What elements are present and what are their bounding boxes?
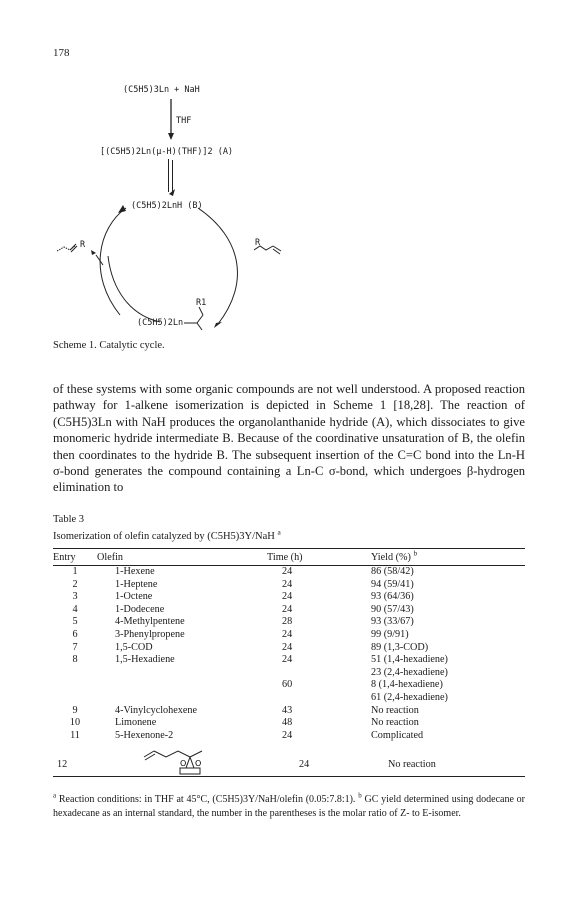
scheme-hydride: (C5H5)2LnH (B): [131, 201, 203, 211]
table-row: [53, 629, 525, 642]
cell-yield: 23 (2,4-hexadiene): [371, 666, 448, 678]
table-row: [53, 579, 525, 592]
cell-yield: 86 (58/42): [371, 566, 414, 577]
svg-text:O: O: [180, 759, 187, 768]
cell-entry: 3: [72, 591, 78, 603]
scheme-caption: Scheme 1. Catalytic cycle.: [53, 340, 165, 351]
cell-yield: 61 (2,4-hexadiene): [371, 691, 448, 703]
cell-yield: No reaction: [371, 704, 419, 716]
row12-entry: 12: [57, 759, 68, 770]
body-paragraph: of these systems with some organic compounds are not well understood. A proposed reaction pathway for 1-alkene isomerization is depicted in Scheme 1 [18,28]. The reaction of (C5H5)3Ln with NaH produces the organolanthanide hydride (A), which dissociates to give monomeric hydride intermediate B. Because of the coordinative unsaturation of B, the olefin then coordinates to the hydride B. The subsequent insertion of the C=C bond into the Ln-H σ-bond generates the compound containing a Ln-C σ-bond, which undergoes β-hydrogen elimination to: [53, 382, 525, 495]
cell-yield: 93 (33/67): [371, 616, 414, 628]
scheme-R1: R1: [196, 298, 207, 308]
cell-time: 43: [282, 704, 293, 716]
cell-olefin: 1-Octene: [115, 591, 153, 603]
table-row: [53, 667, 525, 680]
cell-time: 24: [282, 566, 293, 577]
svg-text:O: O: [195, 759, 202, 768]
cell-yield: 99 (9/91): [371, 628, 409, 640]
table-row: [53, 604, 525, 617]
header-yield-label: Yield (%): [371, 551, 411, 563]
table-row: [53, 679, 525, 692]
table-bottom-rule: [53, 776, 525, 777]
cell-olefin: [97, 679, 267, 692]
table-header-row: [53, 549, 525, 566]
table-row: [53, 654, 525, 667]
cell-entry: 1: [72, 566, 78, 577]
cell-olefin: 1,5-Hexadiene: [115, 654, 175, 666]
header-yield: [371, 549, 525, 566]
table-row: [53, 642, 525, 655]
table-caption: [53, 511, 281, 545]
cell-yield: Complicated: [371, 729, 424, 741]
cell-entry: [53, 679, 97, 692]
scheme-reactants: (C5H5)3Ln + NaH: [123, 85, 200, 95]
cell-entry: 10: [69, 717, 81, 729]
cell-yield: 93 (64/36): [371, 591, 414, 603]
cell-entry: 6: [72, 628, 78, 640]
cell-olefin: [97, 667, 267, 680]
table-row: [53, 730, 525, 743]
cell-time: 48: [282, 717, 293, 729]
cell-olefin: 1-Dodecene: [115, 603, 165, 615]
cell-olefin: 4-Vinylcyclohexene: [115, 704, 197, 716]
cell-time: [267, 667, 371, 680]
cell-time: [267, 692, 371, 705]
table-title: [53, 528, 281, 545]
footnote-b-mark: b: [358, 791, 362, 800]
cell-yield: 89 (1,3-COD): [371, 641, 429, 653]
cell-yield: No reaction: [371, 717, 419, 729]
footnote-a-mark: a: [53, 791, 57, 800]
cell-yield: 51 (1,4-hexadiene): [371, 654, 448, 666]
cell-time: 60: [282, 679, 293, 691]
cell-olefin: 1-Heptene: [115, 578, 158, 590]
scheme-arrows: [0, 0, 576, 340]
cell-olefin: 5-Hexenone-2: [115, 729, 174, 741]
table-row: [53, 591, 525, 604]
table-label: Table 3: [53, 514, 85, 525]
cell-time: 24: [282, 591, 293, 603]
cell-entry: 2: [72, 578, 78, 590]
cell-time: 24: [282, 603, 293, 615]
cell-yield: 94 (59/41): [371, 578, 414, 590]
table-row: [53, 616, 525, 629]
cell-time: 24: [282, 578, 293, 590]
cell-entry: 9: [72, 704, 78, 716]
cell-time: 24: [282, 628, 293, 640]
cell-entry: 8: [72, 654, 78, 666]
scheme-solvent: THF: [176, 116, 192, 126]
table-title-text: Isomerization of olefin catalyzed by (C5H5)3Y/NaH: [53, 531, 275, 542]
footnote-a: Reaction conditions: in THF at 45°C, (C5H5)3Y/NaH/olefin (0.05:7.8:1).: [58, 794, 356, 805]
cell-yield: 90 (57/43): [371, 603, 414, 615]
cell-entry: [53, 692, 97, 705]
cell-olefin: 3-Phenylpropene: [115, 628, 185, 640]
cell-olefin: 4-Methylpentene: [115, 616, 185, 628]
cell-olefin: [97, 692, 267, 705]
row12-time: 24: [299, 759, 310, 770]
cell-entry: 7: [72, 641, 78, 653]
table-row: [53, 717, 525, 730]
cell-time: 28: [282, 616, 293, 628]
cell-time: 24: [282, 729, 293, 741]
row12-yield: No reaction: [388, 759, 436, 770]
cell-olefin: 1-Hexene: [115, 566, 155, 577]
header-yield-mark: b: [413, 549, 417, 558]
cell-time: 24: [282, 641, 293, 653]
scheme-alkyl: (C5H5)2Ln: [137, 318, 184, 328]
header-olefin: Olefin: [97, 549, 267, 566]
cell-entry: 11: [70, 729, 80, 741]
data-table: [53, 548, 525, 742]
header-entry: Entry: [53, 549, 97, 566]
header-time: Time (h): [267, 549, 371, 566]
table-row: [53, 705, 525, 718]
table-title-mark: a: [277, 527, 281, 537]
scheme-dimer: [(C5H5)2Ln(μ-H)(THF)]2 (A): [100, 147, 234, 157]
body-text: [53, 381, 525, 496]
page-number: 178: [53, 47, 70, 59]
cell-entry: 5: [72, 616, 78, 628]
footnote-b: GC yield determined using dodecane or hexadecane as an internal standard, the number in the parentheses is the molar ratio of Z- to E-isomer.: [53, 794, 526, 819]
scheme-left-R: R: [80, 240, 86, 250]
cell-olefin: Limonene: [115, 717, 157, 729]
cell-entry: 4: [72, 603, 78, 615]
table-row: [53, 566, 525, 579]
cell-entry: [53, 667, 97, 680]
cell-olefin: 1,5-COD: [115, 641, 153, 653]
table-footnotes: [53, 793, 525, 820]
cell-yield: 8 (1,4-hexadiene): [371, 679, 443, 691]
row12-olefin-structure: [140, 739, 240, 775]
scheme-right-R: R: [255, 238, 261, 248]
table-row: [53, 692, 525, 705]
cell-time: 24: [282, 654, 293, 666]
